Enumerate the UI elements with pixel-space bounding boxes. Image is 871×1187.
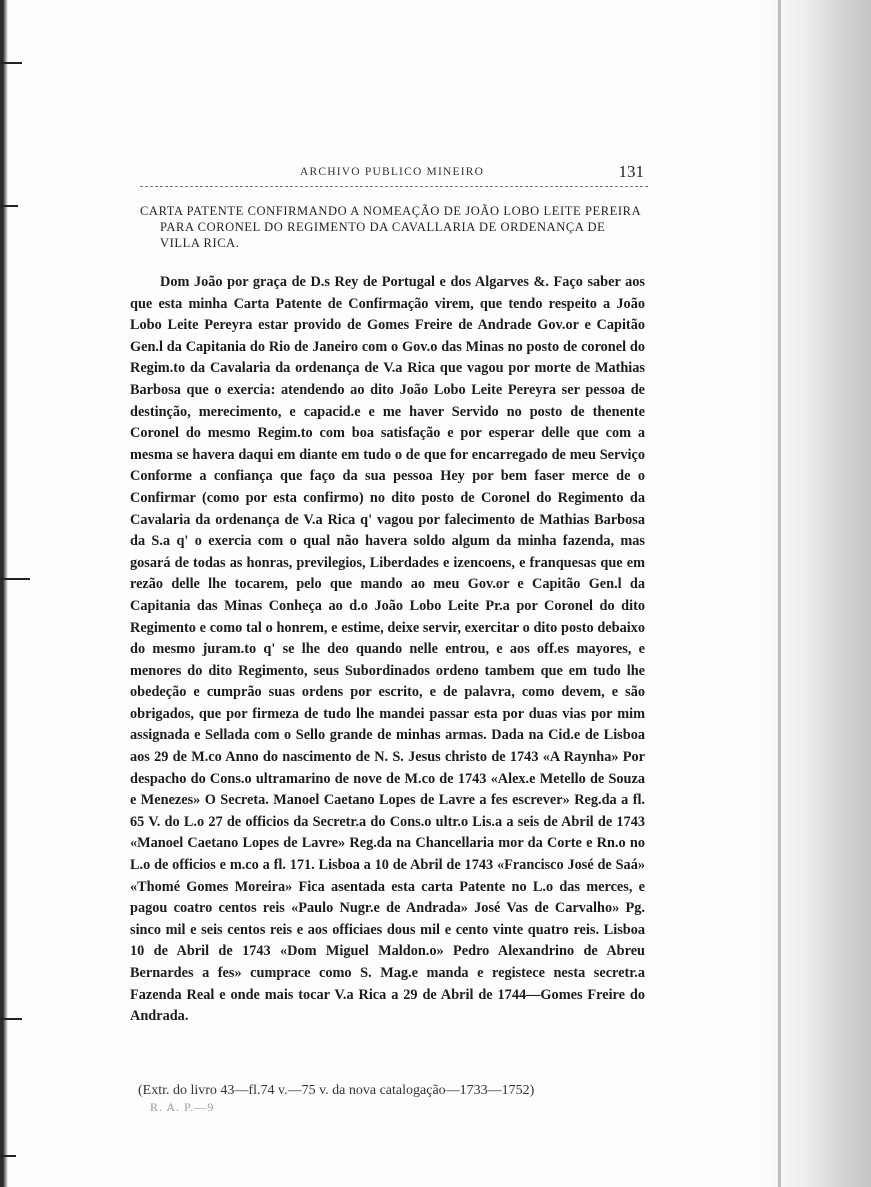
heading-line-2: PARA CORONEL DO REGIMENTO DA CAVALLARIA DE ORDENANÇA DE <box>160 220 606 234</box>
page-reference: R. A. P.—9 <box>150 1100 215 1114</box>
heading-line-1: CARTA PATENTE CONFIRMANDO A NOMEAÇÃO DE JOÃO LOBO LEITE PEREIRA <box>140 204 642 218</box>
running-head <box>140 160 650 184</box>
scan-mark <box>0 1018 22 1020</box>
scan-mark <box>0 62 22 64</box>
document-heading <box>140 203 650 251</box>
scan-mark <box>0 205 18 207</box>
scan-left-edge <box>0 0 8 1187</box>
body-paragraph: Dom João por graça de D.s Rey de Portugal e dos Algarves &. Faço saber aos que esta minha Carta Patente de Confirmação virem, que tendo respeito a João Lobo Leite Pereyra estar provido de Gomes Freire de Andrade Gov.or e Capitão Gen.l da Capitania do Rio de Janeiro com o Gov.o das Minas no posto de coronel do Regim.to da Cavalaria da ordenança de V.a Rica que vagou por morte de Mathias Barbosa que o exercia: atendendo ao dito João Lobo Leite Pereyra ser pessoa de destinção, merecimento, e capacid.e e me haver Servido no posto de thenente Coronel do mesmo Regim.to com boa satisfação e por esperar delle que com a mesma se havera daqui em diante em tudo o de que for encarregado de meu Serviço Conforme a confiança que faço da sua pessoa Hey por bem faser merce de o Confirmar (como por esta confirmo) no dito posto de Coronel do Regimento da Cavalaria da ordenança de V.a Rica q' vagou por falecimento de Mathias Barbosa da S.a q' o exercia com o qual não havera soldo algum da minha fazenda, mas gosará de todas as honras, previlegios, Liberdades e izencoens, e franquesas que em rezão delle lhe tocarem, pelo que mando ao meu Gov.or e Capitão Gen.l da Capitania das Minas Conheça ao d.o João Lobo Leite Pr.a por Coronel do dito Regimento e como tal o honrem, e estime, deixe servir, exercitar o dito posto debaixo do mesmo juram.to q' se lhe deo quando nelle entrou, e aos off.es mayores, e menores do dito Regimento, seus Subordinados ordeno tambem que em tudo lhe obedeção e cumprão suas ordens por escrito, e de palavra, como devem, e são obrigados, que por firmeza de tudo lhe mandei passar esta por duas vias por mim assignada e Sellada com o Sello grande de minhas armas. Dada na Cid.e de Lisboa aos 29 de M.co Anno do nascimento de N. S. Jesus christo de 1743 «A Raynha» Por despacho do Cons.o ultramarino de nove de M.co de 1743 «Alex.e Metello de Souza e Menezes» O Secreta. Manoel Caetano Lopes de Lavre a fes escrever» Reg.da a fl. 65 V. do L.o 27 de officios da Secretr.a do Cons.o ultr.o Lis.a a seis de Abril de 1743 «Manoel Caetano Lopes de Lavre» Reg.da na Chancellaria mor da Corte e Rn.o no L.o de officios e m.co a fl. 171. Lisboa a 10 de Abril de 1743 «Francisco José de Saá» «Thomé Gomes Moreira» Fica asentada esta carta Patente no L.o das merces, e pagou coatro centos reis «Paulo Nugr.e de Andrada» José Vas de Carvalho» Pg. sinco mil e seis centos reis e aos officiaes dous mil e cento vinte quatro reis. Lisboa 10 de Abril de 1743 «Dom Miguel Maldon.o» Pedro Alexandrino de Abreu Bernardes a fes» cumprace como S. Mag.e manda e registece nesta secretr.a Fazenda Real e onde mais tocar V.a Rica a 29 de Abril de 1744—Gomes Freire do Andrada. <box>130 274 645 1025</box>
document-body <box>130 272 645 1028</box>
source-citation: (Extr. do livro 43—fl.74 v.—75 v. da nova catalogação—1733—1752) <box>138 1083 535 1098</box>
page-number: 131 <box>618 162 644 181</box>
scan-mark <box>0 1155 16 1157</box>
scan-right-edge <box>778 0 781 1187</box>
header-rule <box>140 186 648 188</box>
scan-mark <box>0 578 30 580</box>
heading-line-3: VILLA RICA. <box>160 236 240 250</box>
running-head-title: ARCHIVO PUBLICO MINEIRO <box>300 166 485 178</box>
